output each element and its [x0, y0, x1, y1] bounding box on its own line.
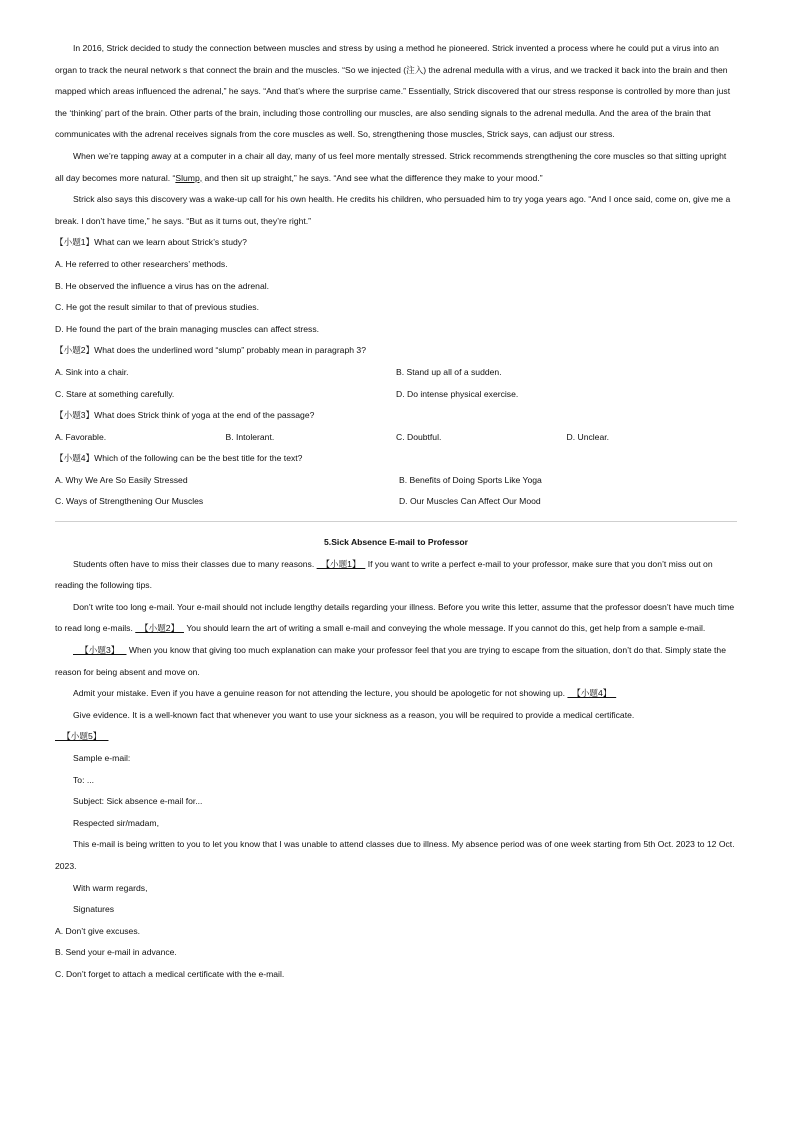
question-3-stem: 【小题3】What does Strick think of yoga at the end of the passage?	[55, 410, 315, 421]
blank-2[interactable]: 【小题2】	[135, 623, 184, 634]
question-4-stem: 【小题4】Which of the following can be the best title for the text?	[55, 453, 303, 464]
s2-text-b: You should learn the art of writing a small e-mail and conveying the whole message. If you cannot do this, get help from a sample e-mail.	[183, 623, 706, 634]
question-4-option-c[interactable]: C. Ways of Strengthening Our Muscles	[55, 496, 204, 507]
question-1-option-b[interactable]: B. He observed the influence a virus has on the adrenal.	[55, 280, 270, 291]
question-4-option-d[interactable]: D. Our Muscles Can Affect Our Mood	[398, 496, 541, 507]
document-page	[55, 38, 737, 986]
section-5-paragraph-2	[55, 597, 737, 640]
sample-email-regards: With warm regards,	[73, 882, 148, 893]
paragraph-2-text-a: When we’re tapping away at a computer in a chair all day, many of us feel more mentally stressed. Strick recommends strengthening the core muscles so that sitting upright all day becomes more natural. “	[55, 150, 727, 183]
question-2-option-b[interactable]: B. Stand up all of a sudden.	[396, 366, 502, 377]
s2-text-a: Don’t write too long e-mail. Your e-mail should not include lengthy details regarding your illness. Before you write this letter, assume that the professor doesn’t have much time to read long e-mails.	[55, 601, 735, 634]
question-3-option-c[interactable]: C. Doubtful.	[396, 431, 442, 442]
underlined-word-slump: Slump,	[175, 172, 203, 183]
section-5-blank-5-line	[55, 726, 737, 748]
section-5-option-c[interactable]: C. Don’t forget to attach a medical certificate with the e-mail.	[55, 968, 285, 979]
blank-5[interactable]: 【小题5】	[55, 731, 109, 742]
section-5-paragraph-3	[55, 640, 737, 683]
question-3-options	[55, 427, 737, 449]
paragraph-2-text-b: and then sit up straight,” he says. “And see what the difference they make to your mood.”	[202, 172, 543, 183]
question-4-options-row-1	[55, 470, 737, 492]
sample-email-signatures: Signatures	[73, 904, 115, 915]
blank-3[interactable]: 【小题3】	[73, 645, 127, 656]
section-5-option-a[interactable]: A. Don’t give excuses.	[55, 925, 141, 936]
question-2-options-row-1	[55, 362, 737, 384]
section-5-title: 5.Sick Absence E-mail to Professor	[324, 537, 468, 548]
question-3-option-a[interactable]: A. Favorable.	[55, 431, 107, 442]
passage-paragraph-1: In 2016, Strick decided to study the connection between muscles and stress by using a method he pioneered. Strick invented a process where he could put a virus into an organ to track the neural network s that connect the brain and the muscles. “So we injected (注入) the adrenal medulla with a virus, and we tracked it back into the brain and then mapped which areas influenced the adrenal,” he says. “And that’s where the surprise came.” Essentially, Strick discovered that our stress response is controlled by more than just the ‘thinking’ part of the brain. Other parts of the brain, including those controlling our muscles, are also sending signals to the adrenal medulla. And the area of the brain that communicates with the adrenal receives signals from the core muscles as well. So, strengthening those muscles, Strick says, can adjust our stress.	[55, 43, 731, 140]
section-5-paragraph-1	[55, 554, 737, 597]
sample-email-greeting: Respected sir/madam,	[73, 817, 159, 828]
sample-email-body: This e-mail is being written to you to let you know that I was unable to attend classes due to illness. My absence period was of one week starting from 5th Oct. 2023 to 12 Oct. 2023.	[55, 839, 735, 871]
blank-4[interactable]: 【小题4】	[567, 688, 617, 699]
question-1-option-c[interactable]: C. He got the result similar to that of previous studies.	[55, 302, 259, 313]
s4-text-a: Admit your mistake. Even if you have a genuine reason for not attending the lecture, you should be apologetic for not showing up.	[73, 688, 568, 699]
question-3-option-b[interactable]: B. Intolerant.	[225, 431, 275, 442]
question-2-stem: 【小题2】What does the underlined word “slump” probably mean in paragraph 3?	[55, 345, 366, 356]
blank-1[interactable]: 【小题1】	[316, 558, 366, 569]
s1-text-b: If you want to write a perfect e-mail to your professor, make sure that you don’t miss out on reading the following tips.	[55, 558, 713, 591]
question-4-options-row-2	[55, 491, 737, 513]
question-1-option-a[interactable]: A. He referred to other researchers’ methods.	[55, 258, 228, 269]
section-5-paragraph-4	[55, 683, 737, 705]
section-5-paragraph-5: Give evidence. It is a well-known fact that whenever you want to use your sickness as a reason, you will be required to provide a medical certificate.	[73, 709, 635, 720]
sample-email-subject: Subject: Sick absence e-mail for...	[73, 796, 203, 807]
question-3-option-d[interactable]: D. Unclear.	[566, 431, 610, 442]
question-2-options-row-2	[55, 384, 737, 406]
question-1-option-d[interactable]: D. He found the part of the brain managing muscles can affect stress.	[55, 323, 320, 334]
s3-text-b: When you know that giving too much explanation can make your professor feel that you are trying to escape from the situation, don’t do that. Simply state the reason for being absent and move on.	[55, 645, 726, 677]
question-2-option-d[interactable]: D. Do intense physical exercise.	[396, 388, 519, 399]
sample-email-to: To: ...	[73, 774, 95, 785]
section-5-option-b[interactable]: B. Send your e-mail in advance.	[55, 947, 177, 958]
question-4-option-b[interactable]: B. Benefits of Doing Sports Like Yoga	[398, 474, 542, 485]
passage-paragraph-3: Strick also says this discovery was a wake-up call for his own health. He credits his children, who persuaded him to try yoga years ago. “And I once said, come on, give me a break. I don’t have time,” he says. “But as it turns out, they’re right.”	[55, 194, 731, 226]
question-2-option-a[interactable]: A. Sink into a chair.	[55, 366, 129, 377]
section-divider	[55, 521, 737, 522]
question-1-stem: 【小题1】What can we learn about Strick’s study?	[55, 237, 247, 248]
s1-text-a: Students often have to miss their classes due to many reasons.	[73, 558, 317, 569]
question-2-option-c[interactable]: C. Stare at something carefully.	[55, 388, 175, 399]
sample-email-label: Sample e-mail:	[73, 753, 131, 763]
question-4-option-a[interactable]: A. Why We Are So Easily Stressed	[55, 474, 188, 485]
passage-paragraph-2	[55, 146, 737, 189]
